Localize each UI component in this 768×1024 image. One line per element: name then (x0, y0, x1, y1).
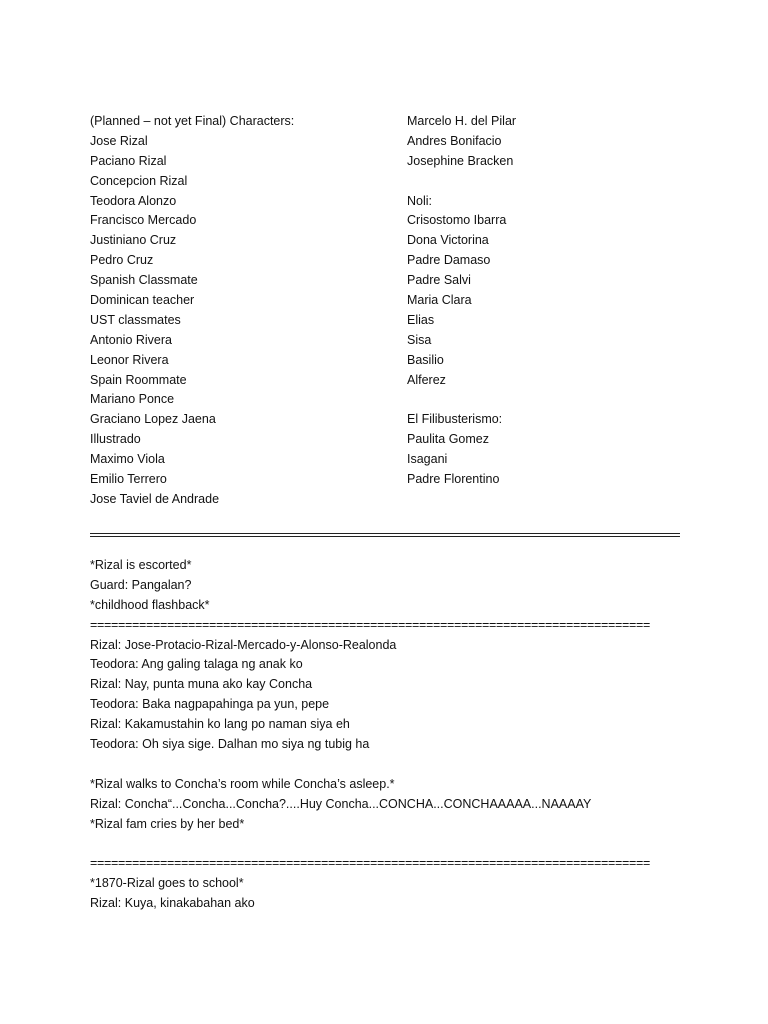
character-item: Andres Bonifacio (407, 133, 502, 148)
dialogue-line: Guard: Pangalan? (90, 577, 192, 592)
dialogue-line: Teodora: Ang galing talaga ng anak ko (90, 657, 303, 672)
character-item: Mariano Ponce (90, 392, 175, 407)
character-list-right (407, 112, 687, 490)
character-item: Paciano Rizal (90, 153, 167, 168)
character-item: Josephine Bracken (407, 153, 514, 168)
dialogue-line: Rizal: Kuya, kinakabahan ako (90, 896, 255, 911)
dialogue-line: Rizal: Jose-Protacio-Rizal-Mercado-y-Alonso-Realonda (90, 637, 397, 652)
character-item: Spanish Classmate (90, 273, 198, 288)
character-item: Jose Rizal (90, 133, 148, 148)
stage-direction: *1870-Rizal goes to school* (90, 876, 244, 891)
dialogue-line: Rizal: Kakamustahin ko lang po naman siya eh (90, 717, 350, 732)
character-item: Maria Clara (407, 293, 472, 308)
character-item: Dominican teacher (90, 293, 195, 308)
scene-separator: ================================================================================ (90, 856, 650, 871)
stage-direction: *childhood flashback* (90, 597, 210, 612)
character-item: Leonor Rivera (90, 352, 169, 367)
character-list-left (90, 112, 390, 510)
character-item: Alferez (407, 372, 446, 387)
character-item: Sisa (407, 332, 432, 347)
section-divider (90, 533, 680, 537)
character-item: Francisco Mercado (90, 213, 197, 228)
character-item: Crisostomo Ibarra (407, 213, 507, 228)
blank-line (407, 172, 687, 192)
character-item: Justiniano Cruz (90, 233, 177, 248)
character-item: Concepcion Rizal (90, 173, 188, 188)
stage-direction: *Rizal walks to Concha’s room while Concha’s asleep.* (90, 776, 395, 791)
dialogue-line: Teodora: Oh siya sige. Dalhan mo siya ng tubig ha (90, 737, 370, 752)
el-fili-heading: El Filibusterismo: (407, 412, 503, 427)
character-item: Graciano Lopez Jaena (90, 412, 216, 427)
blank-line (90, 834, 690, 854)
character-item: Padre Salvi (407, 273, 471, 288)
character-item: Illustrado (90, 432, 141, 447)
character-item: Emilio Terrero (90, 472, 167, 487)
character-item: Jose Taviel de Andrade (90, 491, 220, 506)
character-item: Padre Florentino (407, 472, 500, 487)
character-item: Spain Roommate (90, 372, 187, 387)
character-list-heading: (Planned – not yet Final) Characters: (90, 114, 295, 128)
dialogue-line: Rizal: Concha“...Concha...Concha?....Huy Concha...CONCHA...CONCHAAAAA...NAAAAY (90, 796, 592, 811)
noli-heading: Noli: (407, 193, 433, 208)
character-item: Maximo Viola (90, 452, 165, 467)
stage-direction: *Rizal fam cries by her bed* (90, 816, 245, 831)
dialogue-line: Rizal: Nay, punta muna ako kay Concha (90, 677, 313, 692)
character-item: Padre Damaso (407, 253, 491, 268)
character-item: Isagani (407, 452, 448, 467)
character-item: UST classmates (90, 312, 181, 327)
character-item: Teodora Alonzo (90, 193, 177, 208)
blank-line (90, 755, 690, 775)
character-item: Basilio (407, 352, 444, 367)
character-item: Marcelo H. del Pilar (407, 114, 517, 128)
character-item: Antonio Rivera (90, 332, 172, 347)
character-item: Paulita Gomez (407, 432, 489, 447)
character-item: Pedro Cruz (90, 253, 154, 268)
dialogue-line: Teodora: Baka nagpapahinga pa yun, pepe (90, 697, 330, 712)
blank-line (407, 390, 687, 410)
stage-direction: *Rizal is escorted* (90, 558, 192, 572)
character-item: Elias (407, 312, 435, 327)
script-body (90, 556, 690, 914)
scene-separator: ================================================================================ (90, 617, 650, 632)
character-item: Dona Victorina (407, 233, 489, 248)
